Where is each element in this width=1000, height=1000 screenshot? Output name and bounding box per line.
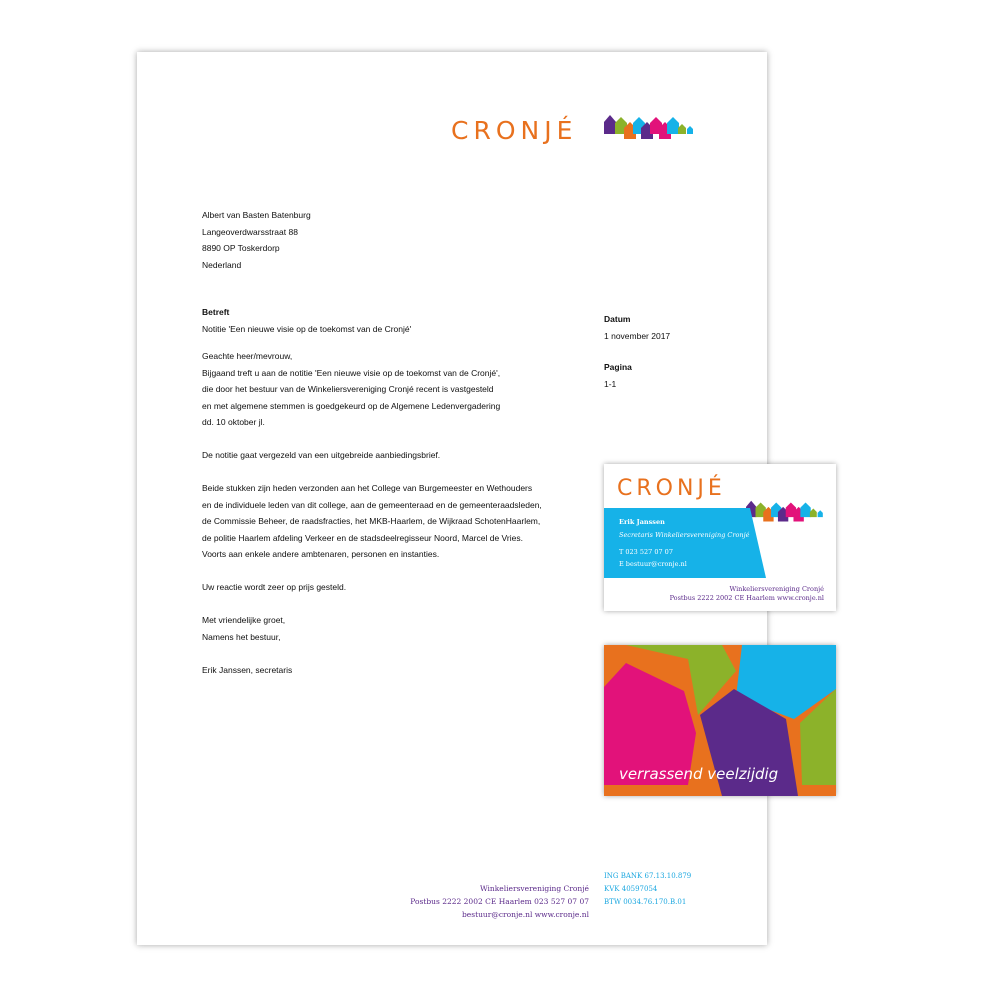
letter-meta	[604, 311, 670, 392]
address-line: Albert van Basten Batenburg	[202, 210, 311, 220]
body-line: Beide stukken zijn heden verzonden aan het College van Burgemeester en Wethouders	[202, 483, 533, 493]
recipient-address	[202, 207, 311, 273]
card-email: E bestuur@cronje.nl	[619, 560, 687, 568]
bank-line: BTW 0034.76.170.B.01	[604, 898, 687, 906]
body-line: die door het bestuur van de Winkeliersvereniging Cronjé recent is vastgesteld	[202, 384, 494, 394]
footer-address: Postbus 2222 2002 CE Haarlem 023 527 07 07	[410, 897, 589, 906]
address-line: 8890 OP Toskerdorp	[202, 243, 280, 253]
business-card-back	[604, 645, 836, 796]
card-org: Winkeliersvereniging Cronjé	[729, 585, 824, 593]
bank-details	[604, 870, 691, 909]
card-name: Erik Janssen	[619, 518, 665, 526]
card-phone: T 023 527 07 07	[619, 548, 673, 556]
address-line: Langeoverdwarsstraat 88	[202, 226, 298, 237]
letter-logo-text: CRONJÉ	[451, 116, 578, 145]
body-line: Namens het bestuur,	[202, 631, 281, 642]
bank-line: ING BANK 67.13.10.879	[604, 872, 692, 880]
body-line	[202, 645, 542, 662]
card-slogan: verrassend veelzijdig	[619, 765, 779, 783]
date-value: 1 november 2017	[604, 330, 671, 341]
body-line	[202, 464, 542, 481]
footer-org: Winkeliersvereniging Cronjé	[479, 884, 589, 893]
body-line: de Commissie Beheer, de raadsfracties, het MKB-Haarlem, de Wijkraad SchotenHaarlem,	[202, 516, 541, 526]
body-line	[202, 431, 542, 448]
letter-body	[202, 348, 542, 678]
footer-web: bestuur@cronje.nl www.cronje.nl	[461, 910, 589, 919]
business-card-front	[604, 464, 836, 611]
body-line: Geachte heer/mevrouw,	[202, 351, 293, 361]
body-line	[202, 596, 542, 613]
card-logo-text: CRONJÉ	[617, 476, 726, 501]
body-line: en met algemene stemmen is goedgekeurd op de Algemene Ledenvergadering	[202, 400, 501, 411]
letter-logo-houses-icon	[604, 112, 699, 144]
bank-line: KVK 40597054	[604, 885, 658, 893]
body-line: Met vriendelijke groet,	[202, 615, 286, 625]
subject-block	[202, 304, 411, 337]
address-line: Nederland	[202, 259, 242, 270]
body-line: Bijgaand treft u aan de notitie 'Een nieuwe visie op de toekomst van de Cronjé',	[202, 367, 501, 378]
card-footer	[670, 585, 824, 603]
page-value: 1-1	[604, 378, 617, 389]
body-line	[202, 563, 542, 580]
body-line: De notitie gaat vergezeld van een uitgebreide aanbiedingsbrief.	[202, 450, 441, 460]
subject-text: Notitie 'Een nieuwe visie op de toekomst van de Cronjé'	[202, 323, 412, 334]
body-line: dd. 10 oktober jl.	[202, 417, 265, 427]
body-line: de politie Haarlem afdeling Verkeer en de stadsdeelregisseur Noord, Marcel de Vries.	[202, 532, 523, 543]
body-line: Erik Janssen, secretaris	[202, 664, 293, 675]
card-role: Secretaris Winkeliersvereniging Cronjé	[619, 531, 750, 539]
card-address: Postbus 2222 2002 CE Haarlem www.cronje.nl	[669, 594, 824, 602]
body-line: Voorts aan enkele andere ambtenaren, personen en instanties.	[202, 549, 440, 559]
body-line: Uw reactie wordt zeer op prijs gesteld.	[202, 582, 347, 592]
page-label: Pagina	[604, 362, 632, 372]
body-line: en de individuele leden van dit college, aan de gemeenteraad en de gemeenteraadsleden,	[202, 499, 542, 510]
date-label: Datum	[604, 314, 631, 324]
letter-footer	[410, 882, 589, 921]
subject-label: Betreft	[202, 307, 230, 317]
